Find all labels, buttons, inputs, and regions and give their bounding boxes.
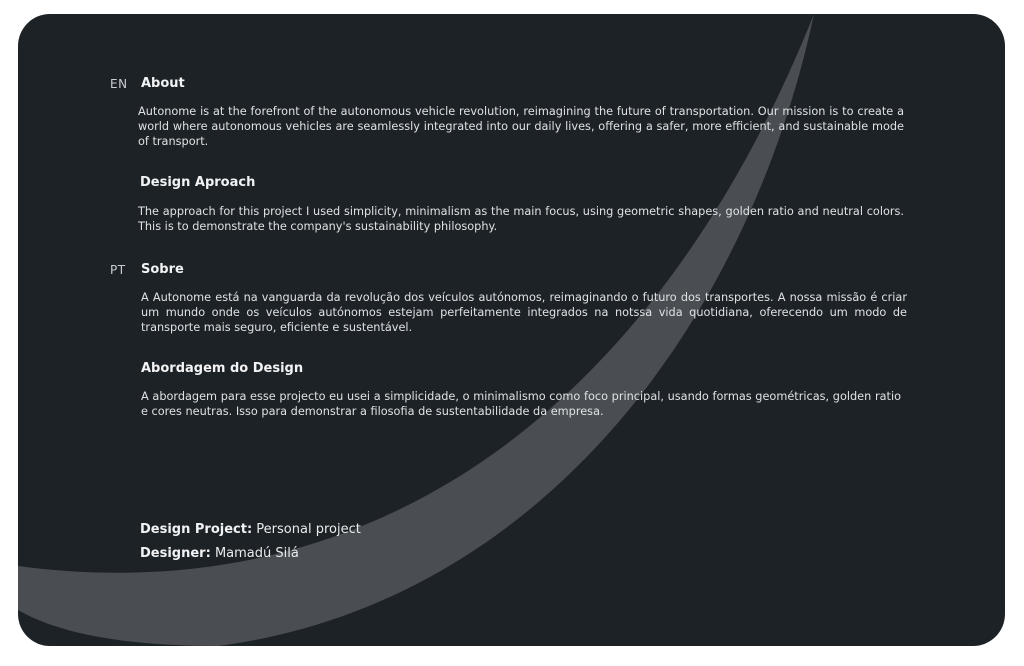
sobre-paragraph: A Autonome está na vanguarda da revolução dos veículos autónomos, reimaginando o futuro dos transportes. A nossa missão é criar um mundo onde os veículos autónomos estejam perfeitamente integrados na notssa vida quotidiana, oferecendo um modo de transporte mais seguro, eficiente e sustentável. <box>141 291 907 334</box>
sobre-heading: Sobre <box>141 262 184 277</box>
abordagem-paragraph: A abordagem para esse projecto eu usei a simplicidade, o minimalismo como foco principal, usando formas geométricas, golden ratio e cores neutras. Isso para demonstrar a filosofia de sustentabilidade da empresa. <box>141 390 901 418</box>
design-approach-paragraph: The approach for this project I used simplicity, minimalism as the main focus, using geometric shapes, golden ratio and neutral colors. This is to demonstrate the company's sustainability philosophy. <box>138 205 904 233</box>
design-approach-heading: Design Aproach <box>140 175 256 190</box>
design-project-credit <box>140 522 361 537</box>
about-paragraph: Autonome is at the forefront of the autonomous vehicle revolution, reimagining the future of transportation. Our mission is to create a world where autonomous vehicles are seamlessly integrated into our daily lives, offering a safer, more efficient, and sustainable mode of transport. <box>138 105 904 148</box>
about-heading: About <box>141 76 185 91</box>
lang-label-en: EN <box>110 77 128 91</box>
designer-label: Designer: <box>140 546 211 561</box>
designer-credit <box>140 546 299 561</box>
presentation-card <box>18 14 1005 646</box>
design-project-value: Personal project <box>256 522 361 537</box>
abordagem-heading: Abordagem do Design <box>141 361 304 376</box>
lang-label-pt: PT <box>110 263 126 277</box>
design-project-label: Design Project: <box>140 522 253 537</box>
designer-value: Mamadú Silá <box>214 546 299 561</box>
